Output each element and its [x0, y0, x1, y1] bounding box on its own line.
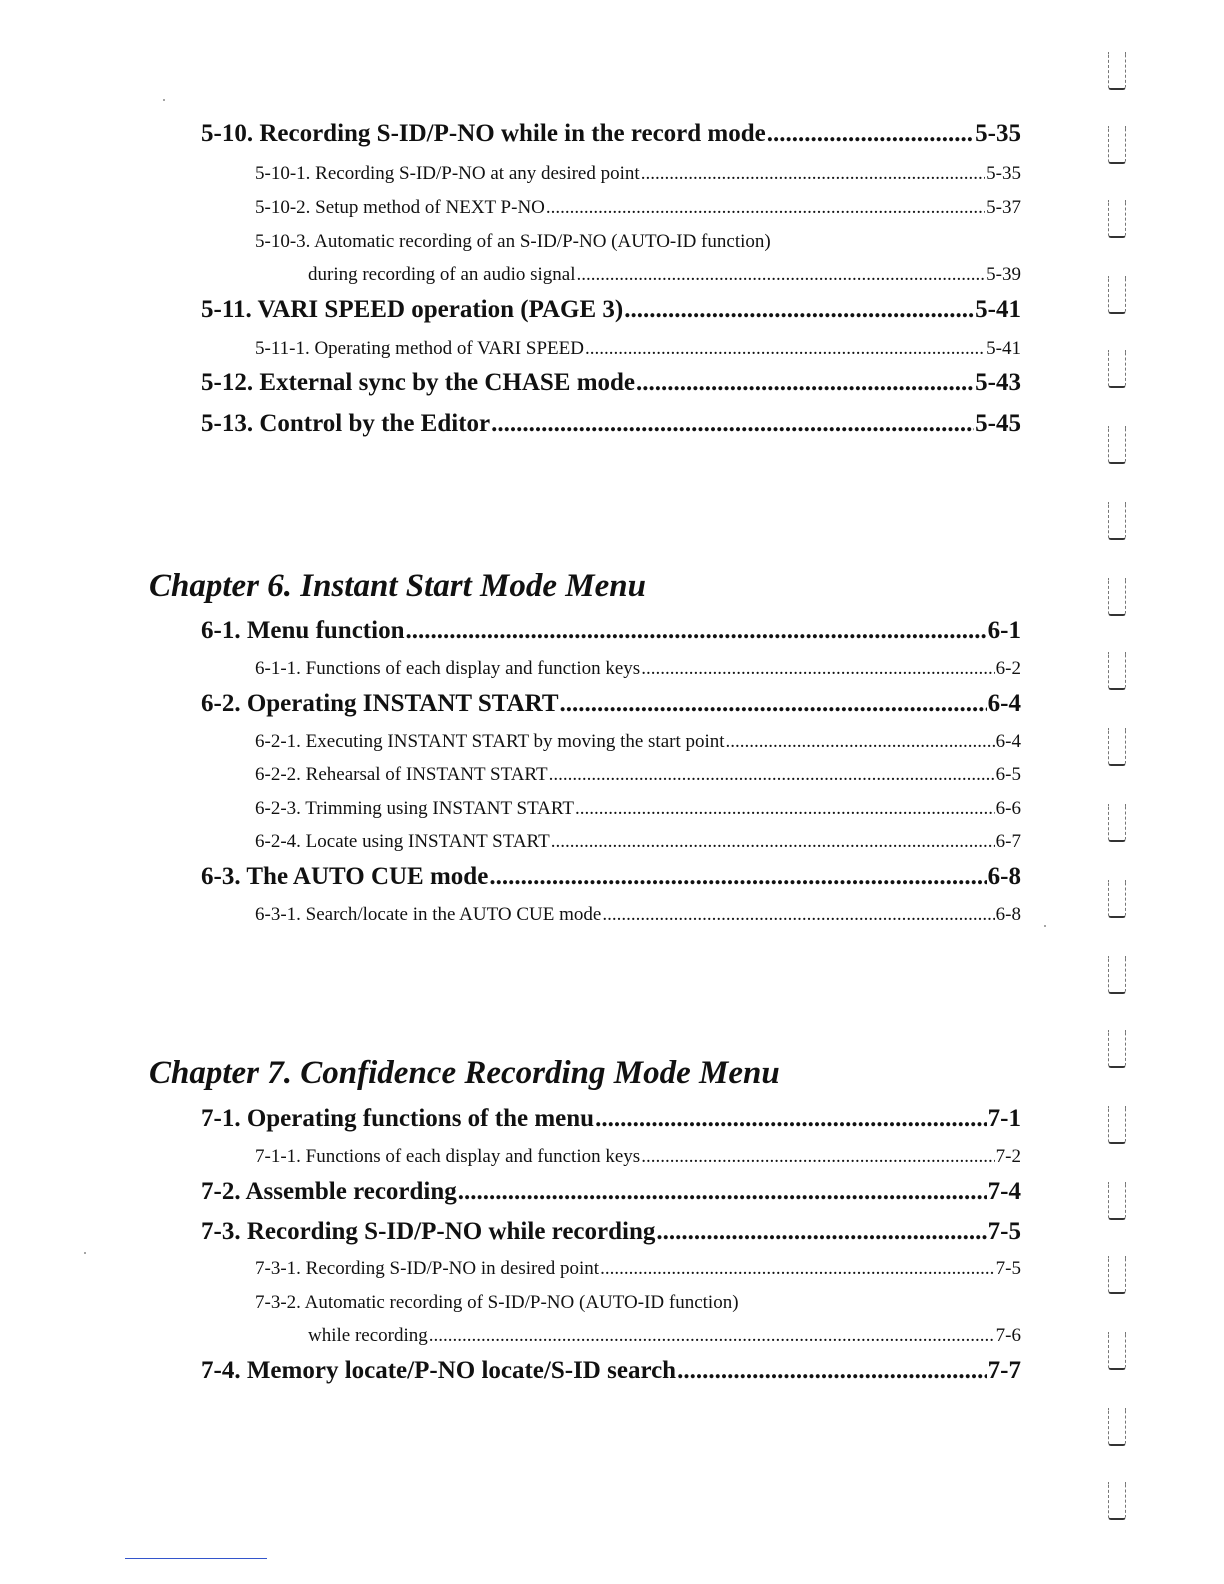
- binder-hole: [1108, 1030, 1126, 1068]
- binder-hole: [1108, 276, 1126, 314]
- entry-title: 7-3-1. Recording S-ID/P-NO in desired point: [255, 1258, 600, 1279]
- entry-page: 5-45: [975, 410, 1021, 437]
- binder-hole: [1108, 880, 1126, 918]
- binder-hole: [1108, 1482, 1126, 1520]
- toc-entry-5-10-1[interactable]: [255, 163, 1021, 189]
- binder-hole: [1108, 804, 1126, 842]
- entry-page: 6-7: [995, 831, 1021, 852]
- binder-hole: [1108, 652, 1126, 690]
- toc-entry-5-13[interactable]: [201, 410, 1021, 442]
- entry-page: 6-5: [995, 764, 1021, 785]
- entry-title: 6-1-1. Functions of each display and function keys: [255, 658, 641, 679]
- toc-entry-5-11-1[interactable]: [255, 338, 1021, 364]
- entry-title: 5-12. External sync by the CHASE mode: [201, 369, 636, 396]
- scan-speck: [163, 99, 165, 101]
- leader-dots: [405, 617, 986, 645]
- leader-dots: [656, 1218, 986, 1246]
- leader-dots: [546, 197, 985, 219]
- binder-hole: [1108, 1182, 1126, 1220]
- entry-page: 5-41: [986, 338, 1021, 359]
- entry-title: 6-3. The AUTO CUE mode: [201, 863, 489, 890]
- entry-title: 7-3. Recording S-ID/P-NO while recording: [201, 1218, 656, 1245]
- entry-page: 6-2: [995, 658, 1021, 679]
- scan-speck: [1044, 925, 1046, 927]
- toc-entry-5-10-3-title[interactable]: 5-10-3. Automatic recording of an S-ID/P-NO (AUTO-ID function): [255, 231, 771, 252]
- toc-entry-7-2[interactable]: [201, 1178, 1021, 1210]
- entry-page: 6-8: [987, 863, 1021, 890]
- toc-entry-5-10-3[interactable]: [308, 264, 1021, 290]
- entry-title: 6-1. Menu function: [201, 617, 405, 644]
- leader-dots: [549, 764, 995, 786]
- entry-page: 6-4: [987, 690, 1021, 717]
- entry-title: 7-1. Operating functions of the menu: [201, 1105, 595, 1132]
- binder-hole: [1108, 578, 1126, 616]
- binder-hole: [1108, 426, 1126, 464]
- entry-title: 7-1-1. Functions of each display and function keys: [255, 1146, 641, 1167]
- toc-entry-6-1-1[interactable]: [255, 658, 1021, 684]
- leader-dots: [491, 410, 974, 438]
- entry-page: 7-5: [987, 1218, 1021, 1245]
- toc-entry-7-1[interactable]: [201, 1105, 1021, 1137]
- binder-hole: [1108, 52, 1126, 90]
- toc-entry-5-10[interactable]: [201, 120, 1021, 152]
- entry-page: 7-7: [987, 1357, 1021, 1384]
- toc-entry-7-1-1[interactable]: [255, 1146, 1021, 1172]
- toc-entry-7-3-2-title[interactable]: 7-3-2. Automatic recording of S-ID/P-NO (AUTO-ID function): [255, 1292, 739, 1313]
- toc-entry-6-2-4[interactable]: [255, 831, 1021, 857]
- toc-entry-7-3-2[interactable]: [308, 1325, 1021, 1351]
- binder-hole: [1108, 200, 1126, 238]
- chapter-7-heading: Chapter 7. Confidence Recording Mode Menu: [149, 1055, 780, 1091]
- toc-entry-6-2[interactable]: [201, 690, 1021, 722]
- toc-entry-5-12[interactable]: [201, 369, 1021, 401]
- entry-page: 5-35: [986, 163, 1021, 184]
- entry-page: 6-1: [987, 617, 1021, 644]
- entry-page: 6-4: [995, 731, 1021, 752]
- leader-dots: [560, 690, 987, 718]
- leader-dots: [489, 863, 986, 891]
- entry-title: 5-11-1. Operating method of VARI SPEED: [255, 338, 584, 359]
- entry-page: 5-37: [986, 197, 1021, 218]
- binder-hole: [1108, 1256, 1126, 1294]
- chapter-6-heading: Chapter 6. Instant Start Mode Menu: [149, 568, 646, 604]
- binder-hole: [1108, 728, 1126, 766]
- leader-dots: [458, 1178, 987, 1206]
- entry-page: 7-6: [995, 1325, 1021, 1346]
- entry-title-cont: during recording of an audio signal: [308, 264, 576, 285]
- entry-page: 5-35: [975, 120, 1021, 147]
- entry-title: 6-2-1. Executing INSTANT START by moving the start point: [255, 731, 725, 752]
- entry-page: 7-2: [995, 1146, 1021, 1167]
- leader-dots: [575, 798, 995, 820]
- leader-dots: [600, 1258, 995, 1280]
- leader-dots: [641, 163, 985, 185]
- entry-page: 5-43: [975, 369, 1021, 396]
- leader-dots: [429, 1325, 995, 1347]
- scan-speck: [84, 1252, 86, 1254]
- toc-entry-6-2-1[interactable]: [255, 731, 1021, 757]
- leader-dots: [767, 120, 974, 148]
- binder-hole: [1108, 956, 1126, 994]
- entry-page: 7-1: [987, 1105, 1021, 1132]
- entry-title: 6-2. Operating INSTANT START: [201, 690, 559, 717]
- entry-title-cont: while recording: [308, 1325, 428, 1346]
- entry-title: 5-13. Control by the Editor: [201, 410, 491, 437]
- binder-hole: [1108, 1106, 1126, 1144]
- leader-dots: [551, 831, 995, 853]
- toc-entry-6-3-1[interactable]: [255, 904, 1021, 930]
- leader-dots: [677, 1357, 987, 1385]
- leader-dots: [636, 369, 974, 397]
- binder-hole: [1108, 1408, 1126, 1446]
- toc-entry-6-2-2[interactable]: [255, 764, 1021, 790]
- toc-entry-6-2-3[interactable]: [255, 798, 1021, 824]
- entry-title: 5-10-1. Recording S-ID/P-NO at any desired point: [255, 163, 640, 184]
- toc-entry-6-1[interactable]: [201, 617, 1021, 649]
- leader-dots: [726, 731, 995, 753]
- toc-entry-6-3[interactable]: [201, 863, 1021, 895]
- toc-entry-5-11[interactable]: [201, 296, 1021, 328]
- entry-title: 5-10-2. Setup method of NEXT P-NO: [255, 197, 545, 218]
- binder-hole: [1108, 502, 1126, 540]
- toc-entry-7-4[interactable]: [201, 1357, 1021, 1389]
- leader-dots: [641, 1146, 994, 1168]
- toc-entry-5-10-2[interactable]: [255, 197, 1021, 223]
- toc-entry-7-3-1[interactable]: [255, 1258, 1021, 1284]
- leader-dots: [624, 296, 974, 324]
- binder-hole: [1108, 126, 1126, 164]
- entry-page: 7-5: [995, 1258, 1021, 1279]
- binder-hole: [1108, 1332, 1126, 1370]
- entry-title: 6-2-4. Locate using INSTANT START: [255, 831, 550, 852]
- entry-title: 6-2-3. Trimming using INSTANT START: [255, 798, 575, 819]
- entry-page: 7-4: [987, 1178, 1021, 1205]
- leader-dots: [595, 1105, 987, 1133]
- entry-title: 7-2. Assemble recording: [201, 1178, 457, 1205]
- entry-title: 5-11. VARI SPEED operation (PAGE 3): [201, 296, 624, 323]
- entry-page: 6-8: [995, 904, 1021, 925]
- entry-page: 5-39: [986, 264, 1021, 285]
- leader-dots: [577, 264, 986, 286]
- entry-page: 5-41: [975, 296, 1021, 323]
- leader-dots: [585, 338, 985, 360]
- footer-rule: [125, 1558, 267, 1559]
- leader-dots: [641, 658, 994, 680]
- entry-title: 7-4. Memory locate/P-NO locate/S-ID search: [201, 1357, 677, 1384]
- entry-page: 6-6: [995, 798, 1021, 819]
- entry-title: 6-3-1. Search/locate in the AUTO CUE mode: [255, 904, 602, 925]
- binder-hole: [1108, 350, 1126, 388]
- leader-dots: [602, 904, 994, 926]
- entry-title: 5-10. Recording S-ID/P-NO while in the record mode: [201, 120, 766, 147]
- entry-title: 6-2-2. Rehearsal of INSTANT START: [255, 764, 548, 785]
- toc-entry-7-3[interactable]: [201, 1218, 1021, 1250]
